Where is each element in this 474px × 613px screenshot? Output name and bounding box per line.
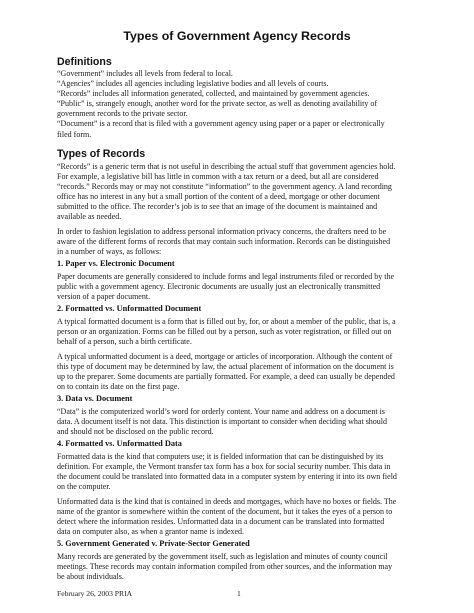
paragraph-line: submitted to the office. The recorder’s job is to see that an image of the document is maintained and bbox=[57, 202, 378, 212]
types-of-records-heading: Types of Records bbox=[57, 148, 146, 160]
paragraph-line: and should not be disclosed on the public record. bbox=[57, 427, 214, 437]
paragraph-line: the document could be translated into formatted data in a computer system by entering it into its own field bbox=[57, 472, 397, 482]
definition-line: “Records” includes all information generated, collected, and maintained by government agencies. bbox=[57, 89, 370, 99]
paragraph-line: in a number of ways, as follows: bbox=[57, 247, 162, 257]
paragraph-line: on the computer. bbox=[57, 482, 111, 492]
definition-line: “Government” includes all levels from federal to local. bbox=[57, 69, 233, 78]
section-paragraph bbox=[57, 352, 429, 392]
paragraph-line: Unformatted data is the kind that is contained in deeds and mortgages, which have no boxes or fields. The bbox=[57, 497, 397, 506]
paragraph-line: “Data” is the computerized world’s word for orderly content. Your name and address on a document is bbox=[57, 407, 385, 416]
section-heading-government-vs-private-generated: 5. Government Generated v. Private-Sector Generated bbox=[57, 539, 250, 548]
paragraph-line: on to contain its date on the first page. bbox=[57, 382, 180, 392]
paragraph-line: available as needed. bbox=[57, 212, 122, 222]
section-paragraph bbox=[57, 552, 429, 582]
definition-line: filed form. bbox=[57, 129, 92, 139]
paragraph-line: Formatted data is the kind that computers use; it is fielded information that can be distinguished by its bbox=[57, 452, 384, 461]
paragraph-line: data. A document itself is not data. This distinction is important to consider when deciding what should bbox=[57, 417, 388, 427]
page-number: 1 bbox=[237, 589, 241, 598]
paragraph-line: Many records are generated by the government itself, such as legislation and minutes of county council bbox=[57, 552, 388, 561]
definition-line: “Agencies” includes all agencies including legislative bodies and all levels of courts. bbox=[57, 79, 329, 89]
paragraph-line: “Records” is a generic term that is not useful in describing the actual stuff that government agencies hold. bbox=[57, 162, 396, 171]
paragraph-line: be about individuals. bbox=[57, 572, 124, 582]
paragraph-line: Paper documents are generally considered to include forms and legal instruments filed or recorded by the bbox=[57, 272, 394, 281]
paragraph-line: up to the preparer. Some documents are partially formatted. For example, a deed can usually be depended bbox=[57, 372, 395, 382]
section-paragraph bbox=[57, 452, 429, 492]
paragraph-line: name of the grantor is somewhere within the content of the document, but it takes the eyes of a person to bbox=[57, 507, 393, 517]
section-paragraph bbox=[57, 497, 429, 537]
paragraph-line: behalf of a person, such a birth certificate. bbox=[57, 337, 192, 347]
paragraph-line: definition. For example, the Vermont transfer tax form has a box for social security number. This data in bbox=[57, 462, 391, 472]
section-paragraph bbox=[57, 407, 429, 437]
paragraph-line: aware of the different forms of records that may contain such information. Records can be distinguished bbox=[57, 237, 391, 247]
section-paragraph bbox=[57, 272, 429, 302]
paragraph-line: In order to fashion legislation to address personal information privacy concerns, the drafters need to be bbox=[57, 227, 387, 236]
paragraph-line: A typical formatted document is a form that is filled out by, for, or about a member of the public, that is, a bbox=[57, 317, 396, 326]
paragraph-line: “records.” Records may or may not constitute “information” to the government agency. A land recording bbox=[57, 182, 392, 192]
types-intro-paragraph-2 bbox=[57, 227, 429, 257]
paragraph-line: person or an organization. Forms can be filled out by a person, such as voter registration, or filled out on bbox=[57, 327, 392, 337]
page-title: Types of Government Agency Records bbox=[123, 29, 351, 43]
section-heading-formatted-vs-unformatted-data: 4. Formatted vs. Unformatted Data bbox=[57, 439, 182, 448]
paragraph-line: A typical unformatted document is a deed, mortgage or articles of incorporation. Although the content of bbox=[57, 352, 393, 361]
paragraph-line: office has no interest in any but a small portion of the content of a deed, mortgage or other document bbox=[57, 192, 380, 202]
paragraph-line: this type of document may be determined by law, the actual placement of information on the document is bbox=[57, 362, 394, 372]
paragraph-line: version of a paper document. bbox=[57, 292, 151, 302]
definitions-heading: Definitions bbox=[57, 56, 112, 68]
paragraph-line: For example, a legislative bill has little in common with a tax return or a deed, but all are considered bbox=[57, 172, 379, 182]
definition-line: “Document” is a record that is filed with a government agency using paper or a paper or electronically bbox=[57, 119, 385, 129]
section-heading-data-vs-document: 3. Data vs. Document bbox=[57, 394, 133, 403]
paragraph-line: data on computer also, as when a grantor name is indexed. bbox=[57, 527, 245, 537]
section-paragraph bbox=[57, 317, 429, 347]
paragraph-line: meetings. These records may contain information compiled from other sources, and the information may bbox=[57, 562, 393, 572]
types-intro-paragraph-1 bbox=[57, 162, 429, 223]
footer-date: February 26, 2003 PRIA bbox=[57, 589, 133, 598]
paragraph-line: public with a government agency. Electronic documents are usually just an electronically transmitted bbox=[57, 282, 381, 292]
section-heading-formatted-vs-unformatted-document: 2. Formatted vs. Unformatted Document bbox=[57, 304, 202, 313]
definitions-text bbox=[57, 69, 429, 140]
section-heading-paper-vs-electronic: 1. Paper vs. Electronic Document bbox=[57, 259, 175, 268]
definition-line: government records to the private sector. bbox=[57, 109, 188, 119]
definition-line: “Public” is, strangely enough, another word for the private sector, as well as denoting availability of bbox=[57, 99, 378, 109]
paragraph-line: detect where the information resides. Unformatted data in a document can be translated into formatted bbox=[57, 517, 385, 527]
